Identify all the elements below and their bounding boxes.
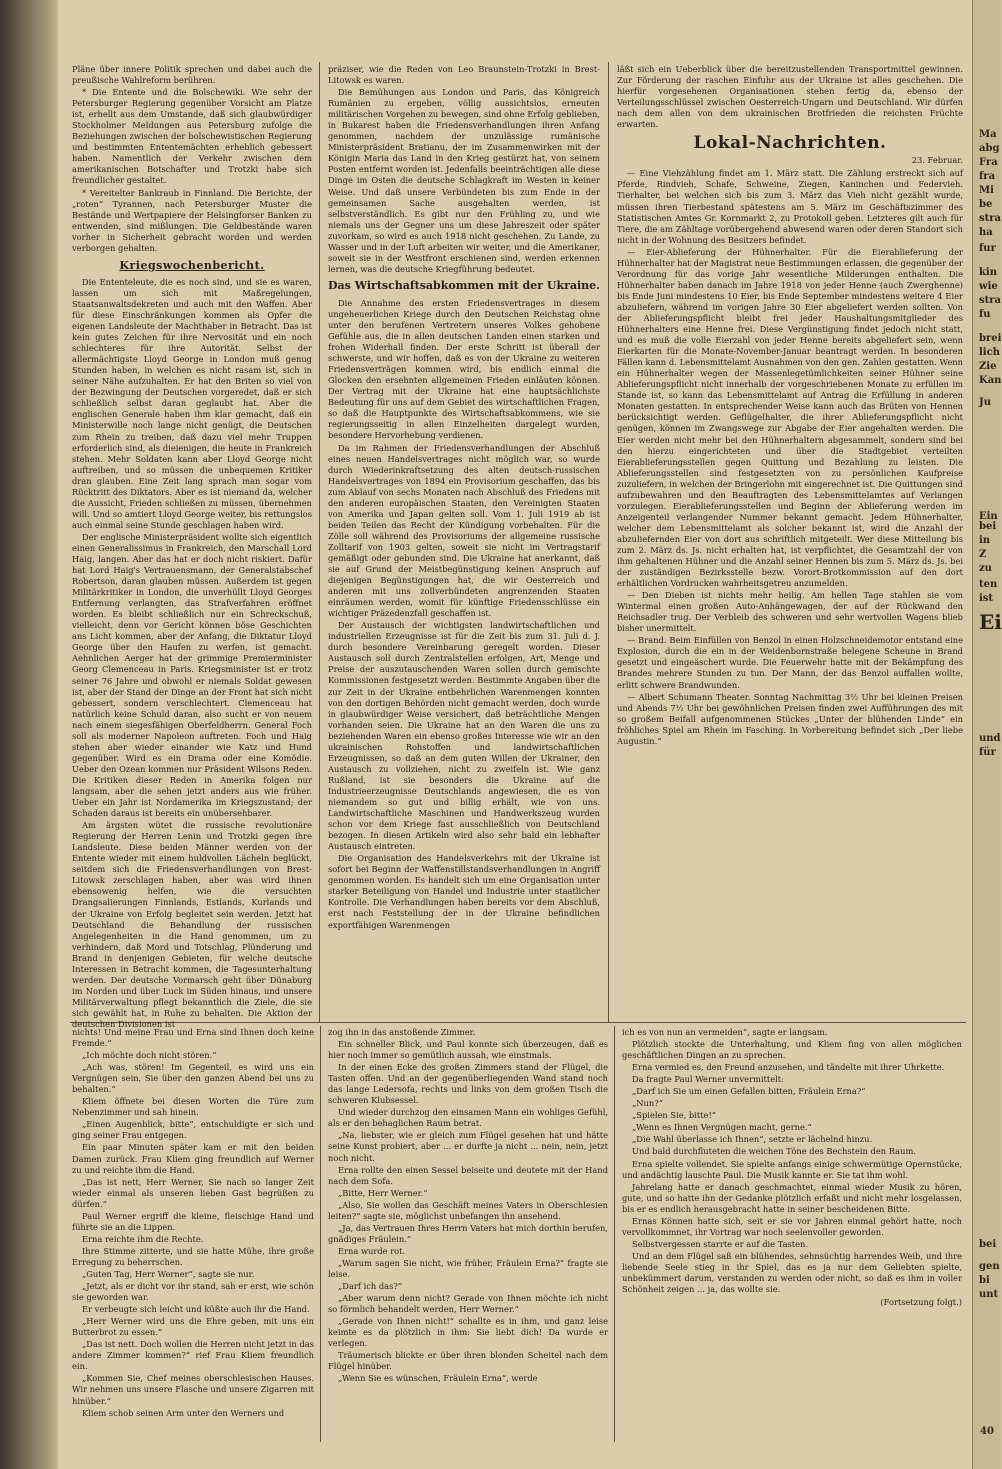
paragraph: Da fragte Paul Werner unvermittelt: bbox=[632, 1074, 784, 1085]
paragraph: Erna reichte ihm die Rechte. bbox=[82, 1233, 204, 1244]
page-number: 40 bbox=[980, 1426, 994, 1437]
margin-fragment: Zie bbox=[979, 361, 997, 372]
paragraph: Da im Rahmen der Friedensverhandlungen der Abschluß eines neuen Handelsvertrages nicht möglich war, so wurde durch Wiederinkraftsetzung des alten deutsch-russischen Handelsvertrages von 1894 ein Provisorium geschaffen, das bis zum Ablauf von sechs Monaten nach Abschluß des Friedens mit den anderen europäischen Staaten, den Vereinigten Staaten von Amerika und Japan gelten soll. Vom 1. Juli 1919 ab ist beiden Teilen das Recht der Kündigung vorbehalten. Für die Zölle soll während des Provisoriums der allgemeine russische Zolltarif von 1903 gelten, soweit sie nicht im Vertragstarif gemäßigt oder gebunden sind. Die Ukraine hat anerkannt, daß sie auf Grund der Meistbegünstigung keinen Anspruch auf diejenigen Begünstigungen hat, die wir Oesterreich und anderen mit uns zollverbündeten angrenzenden Staaten einräumen werden, womit für künftige Friedensschlüsse ein wichtiger Präzedenzfall geschaffen ist. bbox=[328, 442, 600, 619]
paragraph: * Die Entente und die Bolschewiki. Wie sehr der Petersburger Regierung gegenüber Vorsicht am Platze ist, erhellt aus dem Umstande, daß sich glaubwürdiger Stockholmer Meldungen aus Petersburg zufolge die Beziehungen zwischen der bolschewistischen Regierung und bestimmten Ententemächten erheblich gebessert haben. Namentlich der Verkehr zwischen dem amerikanischen Botschafter und Trotzki habe sich freundlicher gestaltet. bbox=[72, 87, 312, 186]
margin-fragment: in bbox=[979, 535, 991, 546]
margin-fragment: bei bbox=[979, 521, 997, 532]
margin-fragment: Ein bbox=[979, 511, 998, 522]
margin-fragment: be bbox=[979, 199, 993, 210]
margin-fragment: wie bbox=[979, 281, 998, 292]
margin-fragment: Ju bbox=[979, 397, 992, 408]
paragraph: Erna vermied es, den Freund anzusehen, und tändelte mit ihrer Uhrkette. bbox=[632, 1062, 945, 1073]
margin-fragment: gen bbox=[979, 1261, 1000, 1272]
continuation-note: (Fortsetzung folgt.) bbox=[880, 1297, 962, 1308]
dateline: 23. Februar. bbox=[911, 155, 963, 166]
feuilleton-column-3 bbox=[622, 1027, 962, 1441]
paragraph: Selbstvergessen starrte er auf die Tasten. bbox=[632, 1238, 809, 1249]
margin-fragment: ist bbox=[979, 593, 994, 604]
paragraph: Am ärgsten wütet die russische revolutionäre Regierung der Herren Lenin und Trotzki gegen ihre Landsleute. Diese beiden Männer werden von der Entente wieder mit einem huldvollen Lächeln beglückt, seitdem sich die Friedensverhandlungen von Brest-Litowsk zerschlagen haben, aber was wird ihnen ebensowenig helfen, wie die versuchten Drangsalierungen Finnlands, Estlands, Kurlands und der Ukraine von Erfolg begleitet sein werden. Jetzt hat Deutschland die Behandlung der russischen Angelegenheiten in die Hand genommen, um zu verhindern, daß Mord und Totschlag, Plünderung und Brand in denjenigen Gebieten, für welche deutsche Interessen in Betracht kommen, die Tagesunterhaltung werden. Der deutsche Vormarsch geht über Dünaburg im Norden und über Luck im Süden hinaus, und unsere Militärverwaltung pflegt bekanntlich die Ziele, die sie sich gewählt hat, in Ruhe zu behalten. Die Aktion der deutschen Divisionen ist bbox=[72, 820, 312, 1029]
paragraph: Ernas Können hatte sich, seit er sie vor Jahren einmal gehört hatte, noch vervollkommnet, ihr Vortrag war noch seelenvoller geworden. bbox=[622, 1215, 962, 1237]
paragraph: Er verbeugte sich leicht und küßte auch ihr die Hand. bbox=[82, 1304, 310, 1315]
paragraph: „Einen Augenblick, bitte“, entschuldigte er sich und ging seiner Frau entgegen. bbox=[72, 1119, 314, 1141]
paragraph: läßt sich ein Ueberblick über die bereitzustellenden Transportmittel gewinnen. Zur Förderung der raschen Einfuhr aus der Ukraine ist alles geschehen. Die hierfür vorgesehenen Organisationen stehen fertig da, ebenso der Verteilungsschlüssel zwischen Oesterreich-Ungarn und Deutschland. Wir dürfen nach dem allen von dem ukrainischen Brotfrieden die reichsten Früchte erwarten. bbox=[617, 64, 963, 130]
margin-fragment: bi bbox=[979, 1275, 990, 1286]
paragraph: „Na, liebster, wie er gleich zum Flügel gesehen hat und hätte seine Kunst probiert, aber ... er durfte ja nicht ... nein, nein, jetzt noch nicht. bbox=[328, 1130, 608, 1163]
adjacent-page-edge bbox=[972, 0, 1001, 1469]
paragraph: „Das ist nett. Doch wollen die Herren nicht jetzt in das andere Zimmer kommen?“ rief Frau Kliem freundlich ein. bbox=[72, 1339, 314, 1372]
paragraph: In der einen Ecke des großen Zimmers stand der Flügel, die Tasten offen. Und an der gegenüberliegenden Wand stand noch das lange Ledersofa, rechts und links von dem großen Tisch die schweren Klubsessel. bbox=[328, 1062, 608, 1106]
margin-fragment: für bbox=[979, 747, 996, 758]
paragraph: — Eier-Ablieferung der Hühnerhalter. Für die Eierablieferung der Hühnerhalter hat der Magistrat neue Bestimmungen erlassen, die gegenüber der Verordnung für das vorige Jahr wesentliche Milderungen enthalten. Die Hühnerhalter haben danach im Jahre 1918 von jeder Henne (auch Zwerghenne) bis Ende Juni mindestens 10 Eier, bis Ende September mindestens weitere 4 Eier abzuliefern, während im vorigen Jahre 30 Eier abgeliefert werden sollten. Von der Ablieferungspflicht bleibt frei jeder Haushaltungsmitglieder des Hühnerhalters eine Henne frei. Diese Vergünstigung findet jedoch nicht statt, und es muß die volle Eierzahl von jeder Henne bereits abgeliefert sein, wenn Eierkarten für die Monate-November-Januar beantragt werden. In besonderen Fällen kann d. Lebensmittelamt Ausnahmen von den gen. Zahlen gestatten. Wenn ein Hühnerhalter wegen der Massenlegetümlichkeiten seiner Hühner seine Ablieferungspflicht nicht innerhalb der vorgeschriebenen Monate zu erfüllen im Stande ist, so kann das Lebensmittelamt auf Antrag die Erfüllung in anderen Monaten gestatten. In entsprechender Weise kann auch das Brüten von Hennen berücksichtigt werden. Geflügelhalter, die ihrer Ablieferungspflicht nicht genügen, können im Zwangswege zur Abgabe der Eier angehalten werden. Die Eier werden nicht mehr bei den Hühnerhaltern abgesammelt, sondern sind bei den hierzu eingerichteten und über die Stadtgebiet verteilten Eierablieferungsstellen gegen Quittung und Bezahlung zu leisten. Die Ablieferungsstellen sind festgesetzten von zu persönlichen Kaufpreise zuzuliefern, in welchen der Bringerlohn mit eingerechnet ist. Die Quittungen sind aufzubewahren und den Beauftragten des Lebensmittelamtes auf Verlangen vorzulegen. Eierablieferungsstellen und Beginn der Ablieferung werden im Anzeigenteil verlangender Nummer bekannt gemacht. Jedem Hühnerhalter, welcher dem Lebensmittelamt als solcher bekannt ist, wird die Anzahl der abzuliefernden Eier von dort aus schriftlich mitgeteilt. Wer diese Mitteilung bis zum 2. März ds. Js. nicht erhalten hat, ist verpflichtet, die Gesamtzahl der von ihm gehaltenen Hühner und die Anzahl seiner Hennen bis zum 5. März ds. Js. bei der zuständigen Bezirksstelle bezw. Vorort-Brotkommission auf den dort erhältlichen Vordrucken wahrheitsgetreu anzumelden. bbox=[617, 246, 963, 589]
paragraph: „Gerade von Ihnen nicht!“ schallte es in ihm, und ganz leise keimte es da plötzlich in ihm: Sie liebt dich! Da wurde er verlegen. bbox=[328, 1316, 608, 1349]
paragraph: „Wenn Sie es wünschen, Fräulein Erna“, werde bbox=[338, 1373, 538, 1384]
paragraph: Die Ententeleute, die es noch sind, und sie es waren, lassen um sich mit Maßregelungen, Staatsanwaltsdekreten und auch mit den Waffen. Aber für diese Einschränkungen kommen als Opfer die eigenen Landsleute der Machthaber in Betracht. Das ist kein gutes Zeichen für ihre Nervosität und ein noch schlechteres für ihre Autorität. Selbst der allermächtigste Lloyd George in London muß genug Stunden haben, in welchen es nicht rasam ist, sich in seiner Nähe aufzuhalten. Er hat den Briten so viel von der Bezwingung der Deutschen vorgeredet, daß er sich schließlich selbst daran geglaubt hat. Aber die englischen Generale haben ihm klar gemacht, daß ein Ministerwille noch lange nicht genügt, die Deutschen zum Rhein zu treiben, daß dazu viel mehr Truppen erforderlich sind, als dieienigen, die heute in Frankreich stehen. Mehr Soldaten kann aber Lloyd George nicht auftreiben, und so müssen die unbequemen Kritiker dran glauben. Eine Zeit lang sprach man sogar vom Rücktritt des Diktators. Aber es ist niemand da, welcher die Aussicht, Frieden schließen zu müssen, übernehmen will. Und so amtiert Lloyd George weiter, bis rettungslos auch einmal seine Stunde geschlagen haben wird. bbox=[72, 276, 312, 530]
paragraph: — Den Dieben ist nichts mehr heilig. Am hellen Tage stahlen sie vom Wintermal einen großen Auto-Anhängewagen, der auf der Rückwand den Reichsadler trug. Der Verbleib des schweren und sehr wertvollen Wagens blieb bisher unermittelt. bbox=[617, 590, 963, 634]
paragraph: Erna spielte vollendet. Sie spielte anfangs einige schwermütige Opernstücke, und andächtig lauschte Paul. Die Musik kannte er. Sie tat ihm wohl. bbox=[622, 1158, 962, 1180]
margin-fragment: kin bbox=[979, 267, 997, 278]
paragraph: „Ich möchte doch nicht stören.“ bbox=[82, 1050, 217, 1061]
paragraph: Erna wurde rot. bbox=[338, 1245, 406, 1256]
paragraph: Ein schneller Blick, und Paul konnte sich überzeugen, daß es hier noch immer so gemütlich aussah, wie einstmals. bbox=[328, 1039, 608, 1061]
column-3 bbox=[617, 64, 963, 1020]
margin-fragment: bei bbox=[979, 1239, 997, 1250]
paragraph: Und bald durchfluteten die weichen Töne des Bechstein den Raum. bbox=[632, 1146, 916, 1157]
paragraph: „Wenn es Ihnen Vergnügen macht, gerne.“ bbox=[632, 1122, 812, 1133]
margin-fragment: unt bbox=[979, 1289, 999, 1300]
paragraph: Und wieder durchzog den einsamen Mann ein wohliges Gefühl, als er den behaglichen Raum betrat. bbox=[328, 1107, 608, 1129]
paragraph: „Aber warum denn nicht? Gerade von Ihnen möchte ich nicht so förmlich behandelt werden, Herr Werner.“ bbox=[328, 1293, 608, 1315]
paragraph: Ihre Stimme zitterte, und sie hatte Mühe, ihre große Erregung zu beherrschen. bbox=[72, 1245, 314, 1267]
margin-fragment: brei bbox=[979, 333, 1002, 344]
paragraph: Die Organisation des Handelsverkehrs mit der Ukraine ist sofort bei Beginn der Waffenstillstandsverhandlungen in Angriff genommen worden. Es handelt sich um eine Organisation unter starker Beteiligung von Handel und Industrie unter staatlicher Kontrolle. Die Verhandlungen haben bereits vor dem Abschluß, erst nach Feststellung der in der Ukraine befindlichen exportfähigen Warenmengen bbox=[328, 853, 600, 930]
paragraph: Kliem schob seinen Arm unter den Werners und bbox=[82, 1407, 285, 1418]
margin-fragment: fur bbox=[979, 243, 996, 254]
margin-fragment: und bbox=[979, 733, 1001, 744]
paragraph: „Jetzt, als er dicht vor ihr stand, sah er erst, wie schön sie geworden war. bbox=[72, 1281, 314, 1303]
paragraph: Ein paar Minuten später kam er mit den beiden Damen zurück. Frau Kliem ging freundlich auf Werner zu und reichte ihm die Hand. bbox=[72, 1142, 314, 1175]
margin-fragment: fra bbox=[979, 171, 996, 182]
paragraph: Pläne über innere Politik sprechen und dabei auch die preußische Wahlreform berühren. bbox=[72, 64, 312, 86]
margin-fragment: lich bbox=[979, 347, 1000, 358]
feuilleton-column-2 bbox=[328, 1027, 608, 1441]
binding-gutter bbox=[0, 0, 58, 1469]
paragraph: Erna rollte den einen Sessel beiseite und deutete mit der Hand nach dem Sofa. bbox=[328, 1164, 608, 1186]
paragraph: Paul Werner ergriff die kleine, fleischige Hand und führte sie an die Lippen. bbox=[72, 1210, 314, 1232]
paragraph: „Warum sagen Sie nicht, wie früher, Fräulein Erna?“ fragte sie leise. bbox=[328, 1257, 608, 1279]
margin-fragment: Ei bbox=[979, 610, 1002, 634]
paragraph: „Guten Tag, Herr Werner“, sagte sie nur. bbox=[82, 1268, 255, 1279]
paragraph: Die Annahme des ersten Friedensvertrages in diesem ungeheuerlichen Kriege durch den Deutschen Reichstag ohne unter den berufenen Vertretern unseres Volkes gehobene Gefühle aus, die in allen deutschen Landen einen starken und frohen Widerhall finden. Der erste Schritt ist überall der schwerste, und wir hoffen, daß es von der Ukraine zu weiteren Friedensverträgen kommen wird, bis endlich einmal die Glocken den ersehnten allgemeinen Frieden einläuten können. Der Vertrag mit der Ukraine hat eine hauptsächlichste Bedeutung für uns auf dem Gebiet des wirtschaftlichen Fragen, so daß die Hauptpunkte des Wirtschaftsabkommens, wie sie regierungsseitig in allen Einzelheiten dargelegt wurden, besondere Hervorhebung verdienen. bbox=[328, 297, 600, 441]
paragraph: nichts! Und meine Frau und Erna sind Ihnen doch keine Fremde.“ bbox=[72, 1027, 314, 1049]
margin-fragment: Kan bbox=[979, 375, 1002, 386]
paragraph: präziser, wie die Reden von Leo Braunstein-Trotzki in Brest-Litowsk es waren. bbox=[328, 64, 600, 86]
paragraph: „Das ist nett, Herr Werner, Sie nach so langer Zeit wieder einmal als unseren lieben Gast begrüßen zu dürfen.“ bbox=[72, 1176, 314, 1209]
paragraph: Die Bemühungen aus London und Paris, das Königreich Rumänien zu ergeben, völlig aussichtslos, erneuten militärischen Vorgehen zu bewegen, sind ohne Erfolg geblieben, in Bukarest haben die Friedensverhandlungen ihren Anfang genommen, nachdem der unzulässige rumänische Ministerpräsident Bratianu, der im Zusammenwirken mit der Königin Maria das Land in den Krieg gestürzt hat, von seinem Posten entfernt worden ist. Jedenfalls beeinträchtigen alle diese Dinge im Osten die deutsche Schlagkraft im Westen in keiner Weise. Und daß unsere Verbündeten bis zum Ende in der gemeinsamen Sache ausgehalten werden, ist selbstverständlich. Es gibt nur den Frühling zu, und wie niemals uns der Gegner uns um diese Jahreszeit oder später zuvorkam, so wird es auch 1918 nicht geschehen. Zu Lande, zu Wasser und in der Luft arbeiten wir weiter, und die Amerikaner, soweit sie in der Westfront erschienen sind, werden erkennen lernen, was die deutsche Kriegführung bedeutet. bbox=[328, 87, 601, 274]
paragraph: Jahrelang hatte er danach geschmachtet, einmal wieder Musik zu hören, gute, und so hatte ihn der Gedanke plötzlich erfaßt und nicht mehr losgelassen, bis er es endlich herausgebracht hatte in seiner bescheidenen Bitte. bbox=[622, 1181, 962, 1214]
paragraph: zog ihn in das anstoßende Zimmer. bbox=[328, 1027, 476, 1037]
margin-fragment: Z bbox=[979, 549, 987, 560]
lokal-heading: Lokal-Nachrichten. bbox=[693, 133, 887, 154]
paragraph: Und an dem Flügel saß ein blühendes, sehnsüchtig harrendes Weib, und ihre liebende Seele stieg in ihr Spiel, das es ja nur dem Geliebten spielte, unbekümmert darum, verstanden zu werden oder nicht, so daß es ihm in voller Schönheit zeigen ... ja, das wollte sie. bbox=[622, 1250, 962, 1295]
margin-fragment: abg bbox=[979, 143, 1000, 154]
paragraph: ich es von nun an vermeiden“, sagte er langsam. bbox=[622, 1027, 828, 1037]
paragraph: * Vereitelter Bankraub in Finnland. Die Berichte, der „roten“ Tyrannen, nach Petersburger Muster die Bestände und Wertpapiere der Helsingforser Banken zu entwenden, sind mißlungen. Die Geldbestände waren vorher in Sicherheit gebracht worden und werden verborgen gehalten. bbox=[72, 187, 312, 253]
column-2 bbox=[328, 64, 600, 1020]
paragraph: Der englische Ministerpräsident wollte sich eigentlich einen Generalissimus in Frankreich, den Marschall Lord Haig, langen. Aber das hat er doch nicht riskiert. Dafür hat Lord Haig's Vertrauensmann, der Generalstabschef Robertson, daran glauben müssen. Außerdem ist gegen Militärkritiker in London, die unverhüllt Lloyd Georges Entfernung verlangten, das Strafverfahren eröffnet worden. Es bleibt schließlich nur ein Schreckschuß, vielleicht, denn vor Gericht können böse Geschichten ans Licht kommen, aber der Anfang, die Diktatur Lloyd George über den Haufen zu werfen, ist gemacht. Aehnlichen Aerger hat der grimmige Premierminister Georg Clemenceau in Paris. Kriegsminister ist er trotz seiner 76 Jahre und obwohl er niemals Soldat gewesen ist, aber der Stand der Dinge an der Front hat sich nicht gebessert, sondern verschlechtert. Clemenceau hat natürlich keine Schuld daran, also sucht er von neuem nach einem siegesfähigen Oberfeldherrn. General Foch soll als moderner Napoleon auftreten. Foch und Haig stehen aber wieder einander wie Katz und Hund gegenüber. Wird es ein Drama oder eine Komödie. Ueber den Ozean kommen nur Präsident Wilsons Reden. Die Kritiken dieser Reden in Amerika folgen nur langsam, aber die sehen jetzt anders aus wie früher. Ueber ein Jahr ist Nordamerika im Kriegszustand; der Schaden daraus ist bereits ein unübersehbarer. bbox=[72, 531, 312, 819]
margin-fragment: Mi bbox=[979, 185, 994, 196]
paragraph: „Spielen Sie, bitte!“ bbox=[632, 1110, 717, 1121]
paragraph: „Ach was, stören! Im Gegenteil, es wird uns ein Vergnügen sein, Sie über den ganzen Abend bei uns zu behalten.“ bbox=[72, 1062, 314, 1095]
paragraph: „Kommen Sie, Chef meines oberschlesischen Hauses. Wir nehmen uns unsere Flasche und unsere Zigarren mit hinüber.“ bbox=[72, 1373, 314, 1406]
margin-fragment: fu bbox=[979, 309, 991, 320]
paragraph: „Also, Sie wollen das Geschäft meines Vaters in Oberschlesien leiten?“ sagte sie, möglichst unbefangen ihn ansehend. bbox=[328, 1199, 608, 1221]
column-rule-2 bbox=[608, 62, 609, 1022]
paragraph: — Albert Schumann Theater. Sonntag Nachmittag 3½ Uhr bei kleinen Preisen und Abends 7½ Uhr bei gewöhnlichen Preisen finden zwei Aufführungen des mit so großem Beifall aufgenommenen Stückes „Unter der blühenden Linde“ ein fröhliches Spiel am Rhein im Fasching. In Vorbereitung befindet sich „Der liebe Augustin.“ bbox=[617, 691, 963, 746]
paragraph: „Darf ich Sie um einen Gefallen bitten, Fräulein Erna?“ bbox=[632, 1086, 866, 1097]
margin-fragment: stra bbox=[979, 213, 1001, 224]
paragraph: Träumerisch blickte er über ihren blonden Scheitel nach dem Flügel hinüber. bbox=[328, 1350, 608, 1372]
paragraph: „Die Wahl überlasse ich Ihnen“, setzte er lächelnd hinzu. bbox=[632, 1134, 873, 1145]
paragraph: „Nun?“ bbox=[632, 1098, 663, 1109]
wirtschaft-heading: Das Wirtschaftsabkommen mit der Ukraine. bbox=[328, 278, 600, 292]
margin-fragment: Ma bbox=[979, 129, 997, 140]
margin-fragment: Fra bbox=[979, 157, 998, 168]
paragraph: „Herr Werner wird uns die Ehre geben, mit uns ein Butterbrot zu essen.“ bbox=[72, 1316, 314, 1338]
margin-fragment: ha bbox=[979, 227, 993, 238]
column-rule-4 bbox=[320, 1026, 321, 1442]
column-rule-1 bbox=[319, 62, 320, 1022]
margin-fragment: stra bbox=[979, 295, 1001, 306]
column-1 bbox=[72, 64, 312, 1029]
paragraph: — Brand. Beim Einfüllen von Benzol in einen Holzschneidemotor entstand eine Explosion, durch die ein in der Weidenbornstraße belegene Scheune in Brand gesetzt und eingeäschert wurde. Die Feuerwehr hatte mit der Bekämpfung des Brandes mehrere Stunden zu tun. Der Mann, der das Benzol auffallen wollte, erlitt schwere Brandwunden. bbox=[617, 635, 963, 690]
kriegs-heading: Kriegswochenbericht. bbox=[119, 258, 265, 272]
paragraph: — Eine Viehzählung findet am 1. März statt. Die Zählung erstreckt sich auf Pferde, Rindvieh, Schafe, Schweine, Ziegen, Kaninchen und Federvieh. Tierhalter, bei welchen sich bis zum 3. März das Vieh nicht gezählt wurde, müssen ihren Tierbestand spätestens am 5. März im Geschäftszimmer des Statistischen Amtes Gr. Kornmarkt 2, zu Protokoll geben. Letzteres gilt auch für Tiere, die am Zähltage vorübergehend abwesend waren oder deren Standort sich nicht in der Wohnung des Besitzers befindet. bbox=[617, 168, 963, 245]
margin-fragment: ten bbox=[979, 579, 998, 590]
paragraph: „Darf ich das?“ bbox=[338, 1281, 403, 1292]
feuilleton-column-1 bbox=[72, 1027, 314, 1441]
paragraph: „Bitte, Herr Werner.“ bbox=[338, 1187, 428, 1198]
paragraph: Kliem öffnete bei diesen Worten die Türe zum Nebenzimmer und sah hinein. bbox=[72, 1096, 314, 1118]
column-rule-5 bbox=[614, 1026, 615, 1442]
paragraph: Plötzlich stockte die Unterhaltung, und Kliem fing von allen möglichen geschäftlichen Dingen an zu sprechen. bbox=[622, 1039, 962, 1061]
paragraph: Der Austausch der wichtigsten landwirtschaftlichen und industriellen Erzeugnisse ist für die Zeit bis zum 31. Juli d. J. durch besondere Vereinbarung geregelt worden. Dieser Austausch soll durch Zentralstellen erfolgen, Art, Menge und Preise der auszutauschenden Waren sollen durch gemischte Kommissionen festgesetzt werden. Bestimmte Angaben über die zur Zeit in der Ukraine entbehrlichen Warenmengen konnten von den dortigen Behörden nicht gemacht werden, doch wurde in glaubwürdiger Weise versichert, daß beträchtliche Mengen vorhanden seien. Die Ukraine hat an den Waren die uns zu beziehenden Waren ein ebenso großes Interesse wie wir an den ukrainischen Rohstoffen und landwirtschaftlichen Erzeugnissen, so daß an dem guten Willen der Ukrainer, den Austausch zu vollziehen, nicht zu zweifeln ist. Wie ganz Rußland, ist sie besonders die Ukraine auf die Industrieerzeugnisse Deutschlands angewiesen, die es von niemandem so gut und billig erhält, wie von uns. Landwirtschaftliche Maschinen und Handwerkszeug wurden schon vor dem Kriege fast ausschließlich von Deutschland bezogen. In diesen Artikeln wird also sehr bald ein lebhafter Austausch eintreten. bbox=[328, 620, 600, 852]
paragraph: „Ja, das Vertrauen Ihres Herrn Vaters hat mich dorthin berufen, gnädiges Fräulein.“ bbox=[328, 1222, 608, 1244]
margin-fragment: zu bbox=[979, 563, 992, 574]
newspaper-page bbox=[58, 0, 972, 1469]
